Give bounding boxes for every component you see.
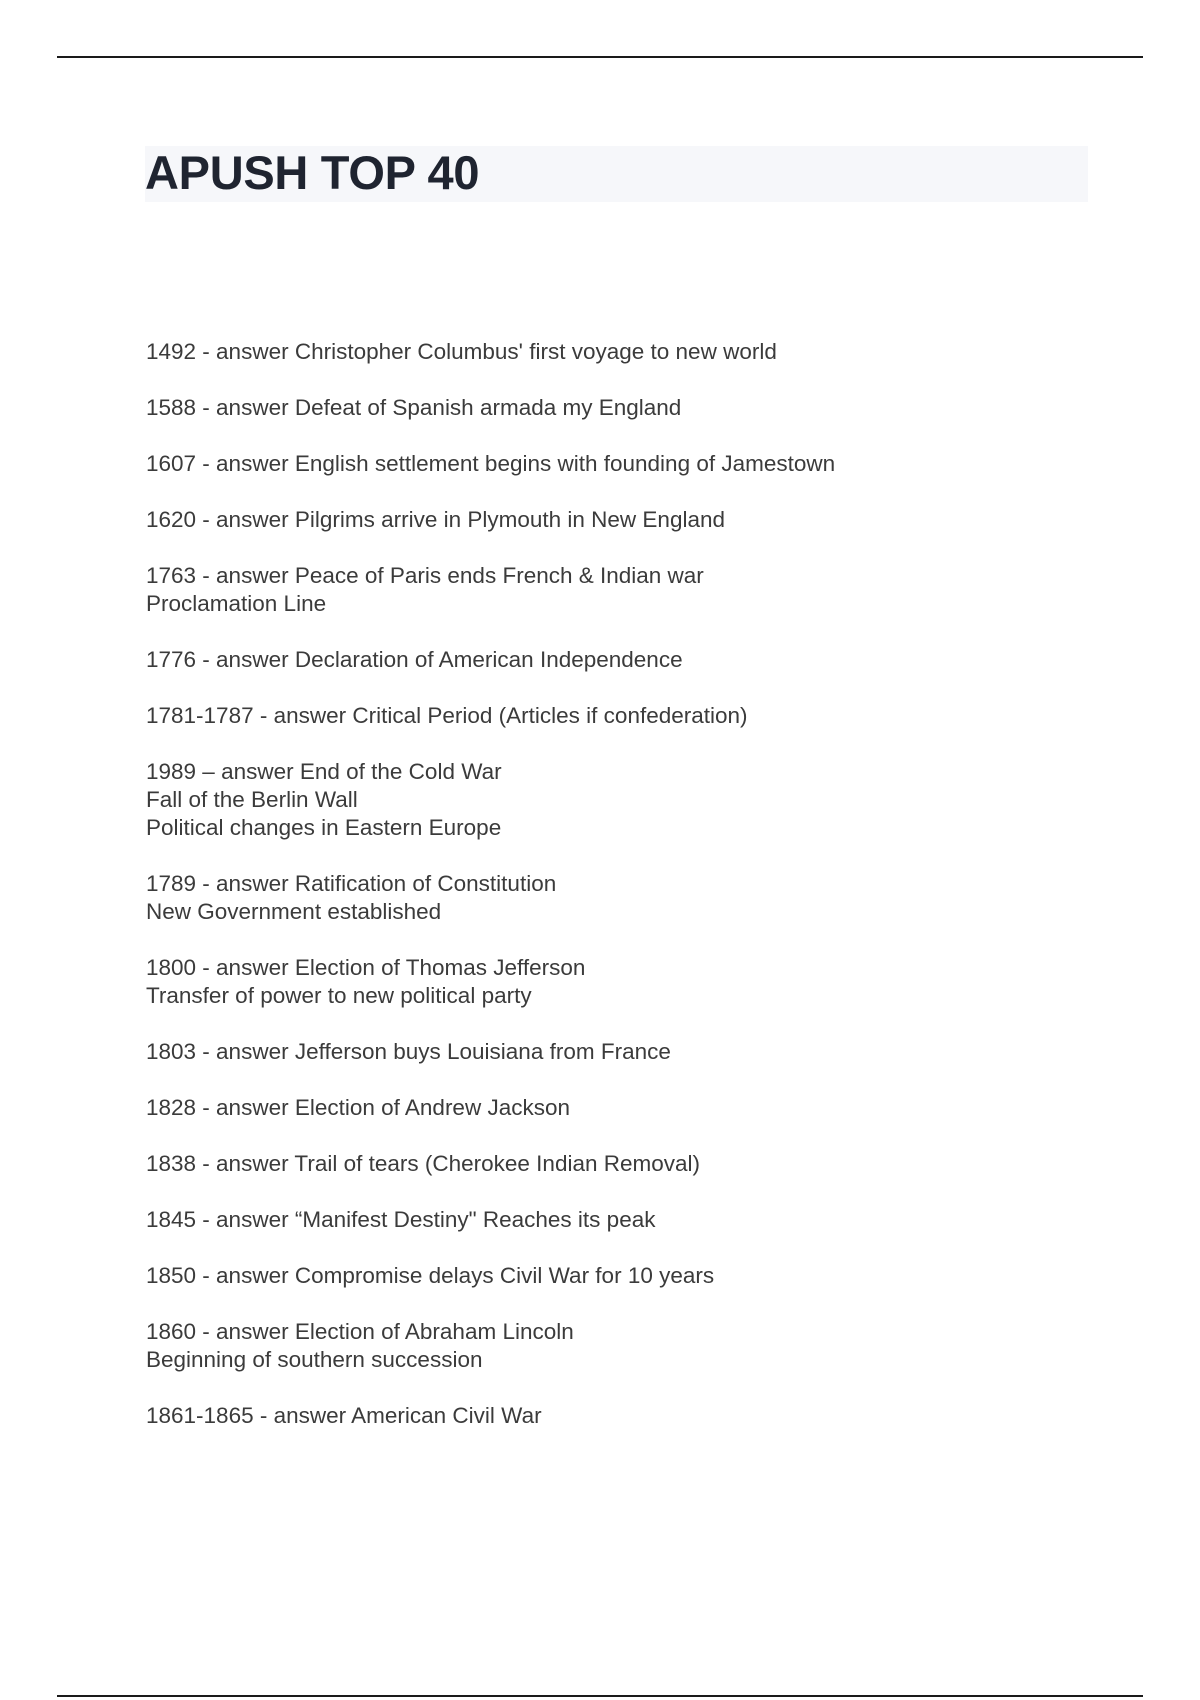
list-item: [146, 1402, 1106, 1430]
list-item: [146, 1094, 1106, 1122]
entry-heading-line: 1860 - answer Election of Abraham Lincoln: [146, 1319, 574, 1344]
entry-heading-line: 1845 - answer “Manifest Destiny" Reaches its peak: [146, 1207, 656, 1232]
bottom-rule: [57, 1695, 1143, 1697]
entry-detail-line: Fall of the Berlin Wall: [146, 787, 358, 812]
list-item: [146, 1262, 1106, 1290]
entry-heading-line: 1607 - answer English settlement begins with founding of Jamestown: [146, 451, 836, 476]
list-item: [146, 1038, 1106, 1066]
entry-detail-line: Transfer of power to new political party: [146, 983, 532, 1008]
entry-heading-line: 1789 - answer Ratification of Constitution: [146, 871, 557, 896]
list-item: [146, 506, 1106, 534]
entry-heading-line: 1588 - answer Defeat of Spanish armada my England: [146, 395, 682, 420]
page-title: APUSH TOP 40: [145, 146, 480, 199]
list-item: [146, 1206, 1106, 1234]
entry-heading-line: 1838 - answer Trail of tears (Cherokee Indian Removal): [146, 1151, 701, 1176]
entry-heading-line: 1776 - answer Declaration of American Independence: [146, 647, 683, 672]
entry-heading-line: 1763 - answer Peace of Paris ends French & Indian war: [146, 563, 704, 588]
entry-heading-line: 1781-1787 - answer Critical Period (Articles if confederation): [146, 703, 748, 728]
entry-heading-line: 1861-1865 - answer American Civil War: [146, 1403, 542, 1428]
list-item: [146, 1150, 1106, 1178]
entry-detail-line: New Government established: [146, 899, 442, 924]
top-rule: [57, 56, 1143, 58]
list-item: [146, 338, 1106, 366]
list-item: [146, 1318, 1106, 1374]
entry-heading-line: 1989 – answer End of the Cold War: [146, 759, 502, 784]
entry-heading-line: 1828 - answer Election of Andrew Jackson: [146, 1095, 570, 1120]
list-item: [146, 562, 1106, 618]
list-item: [146, 954, 1106, 1010]
entry-detail-line: Beginning of southern succession: [146, 1347, 483, 1372]
entry-heading-line: 1803 - answer Jefferson buys Louisiana from France: [146, 1039, 671, 1064]
entry-heading-line: 1492 - answer Christopher Columbus' first voyage to new world: [146, 339, 777, 364]
list-item: [146, 450, 1106, 478]
entry-list: [146, 338, 1106, 1458]
entry-detail-line: Political changes in Eastern Europe: [146, 815, 502, 840]
entry-detail-line: Proclamation Line: [146, 591, 327, 616]
list-item: [146, 870, 1106, 926]
entry-heading-line: 1620 - answer Pilgrims arrive in Plymouth in New England: [146, 507, 726, 532]
list-item: [146, 758, 1106, 842]
entry-heading-line: 1800 - answer Election of Thomas Jefferson: [146, 955, 586, 980]
entry-heading-line: 1850 - answer Compromise delays Civil War for 10 years: [146, 1263, 715, 1288]
list-item: [146, 394, 1106, 422]
list-item: [146, 702, 1106, 730]
list-item: [146, 646, 1106, 674]
